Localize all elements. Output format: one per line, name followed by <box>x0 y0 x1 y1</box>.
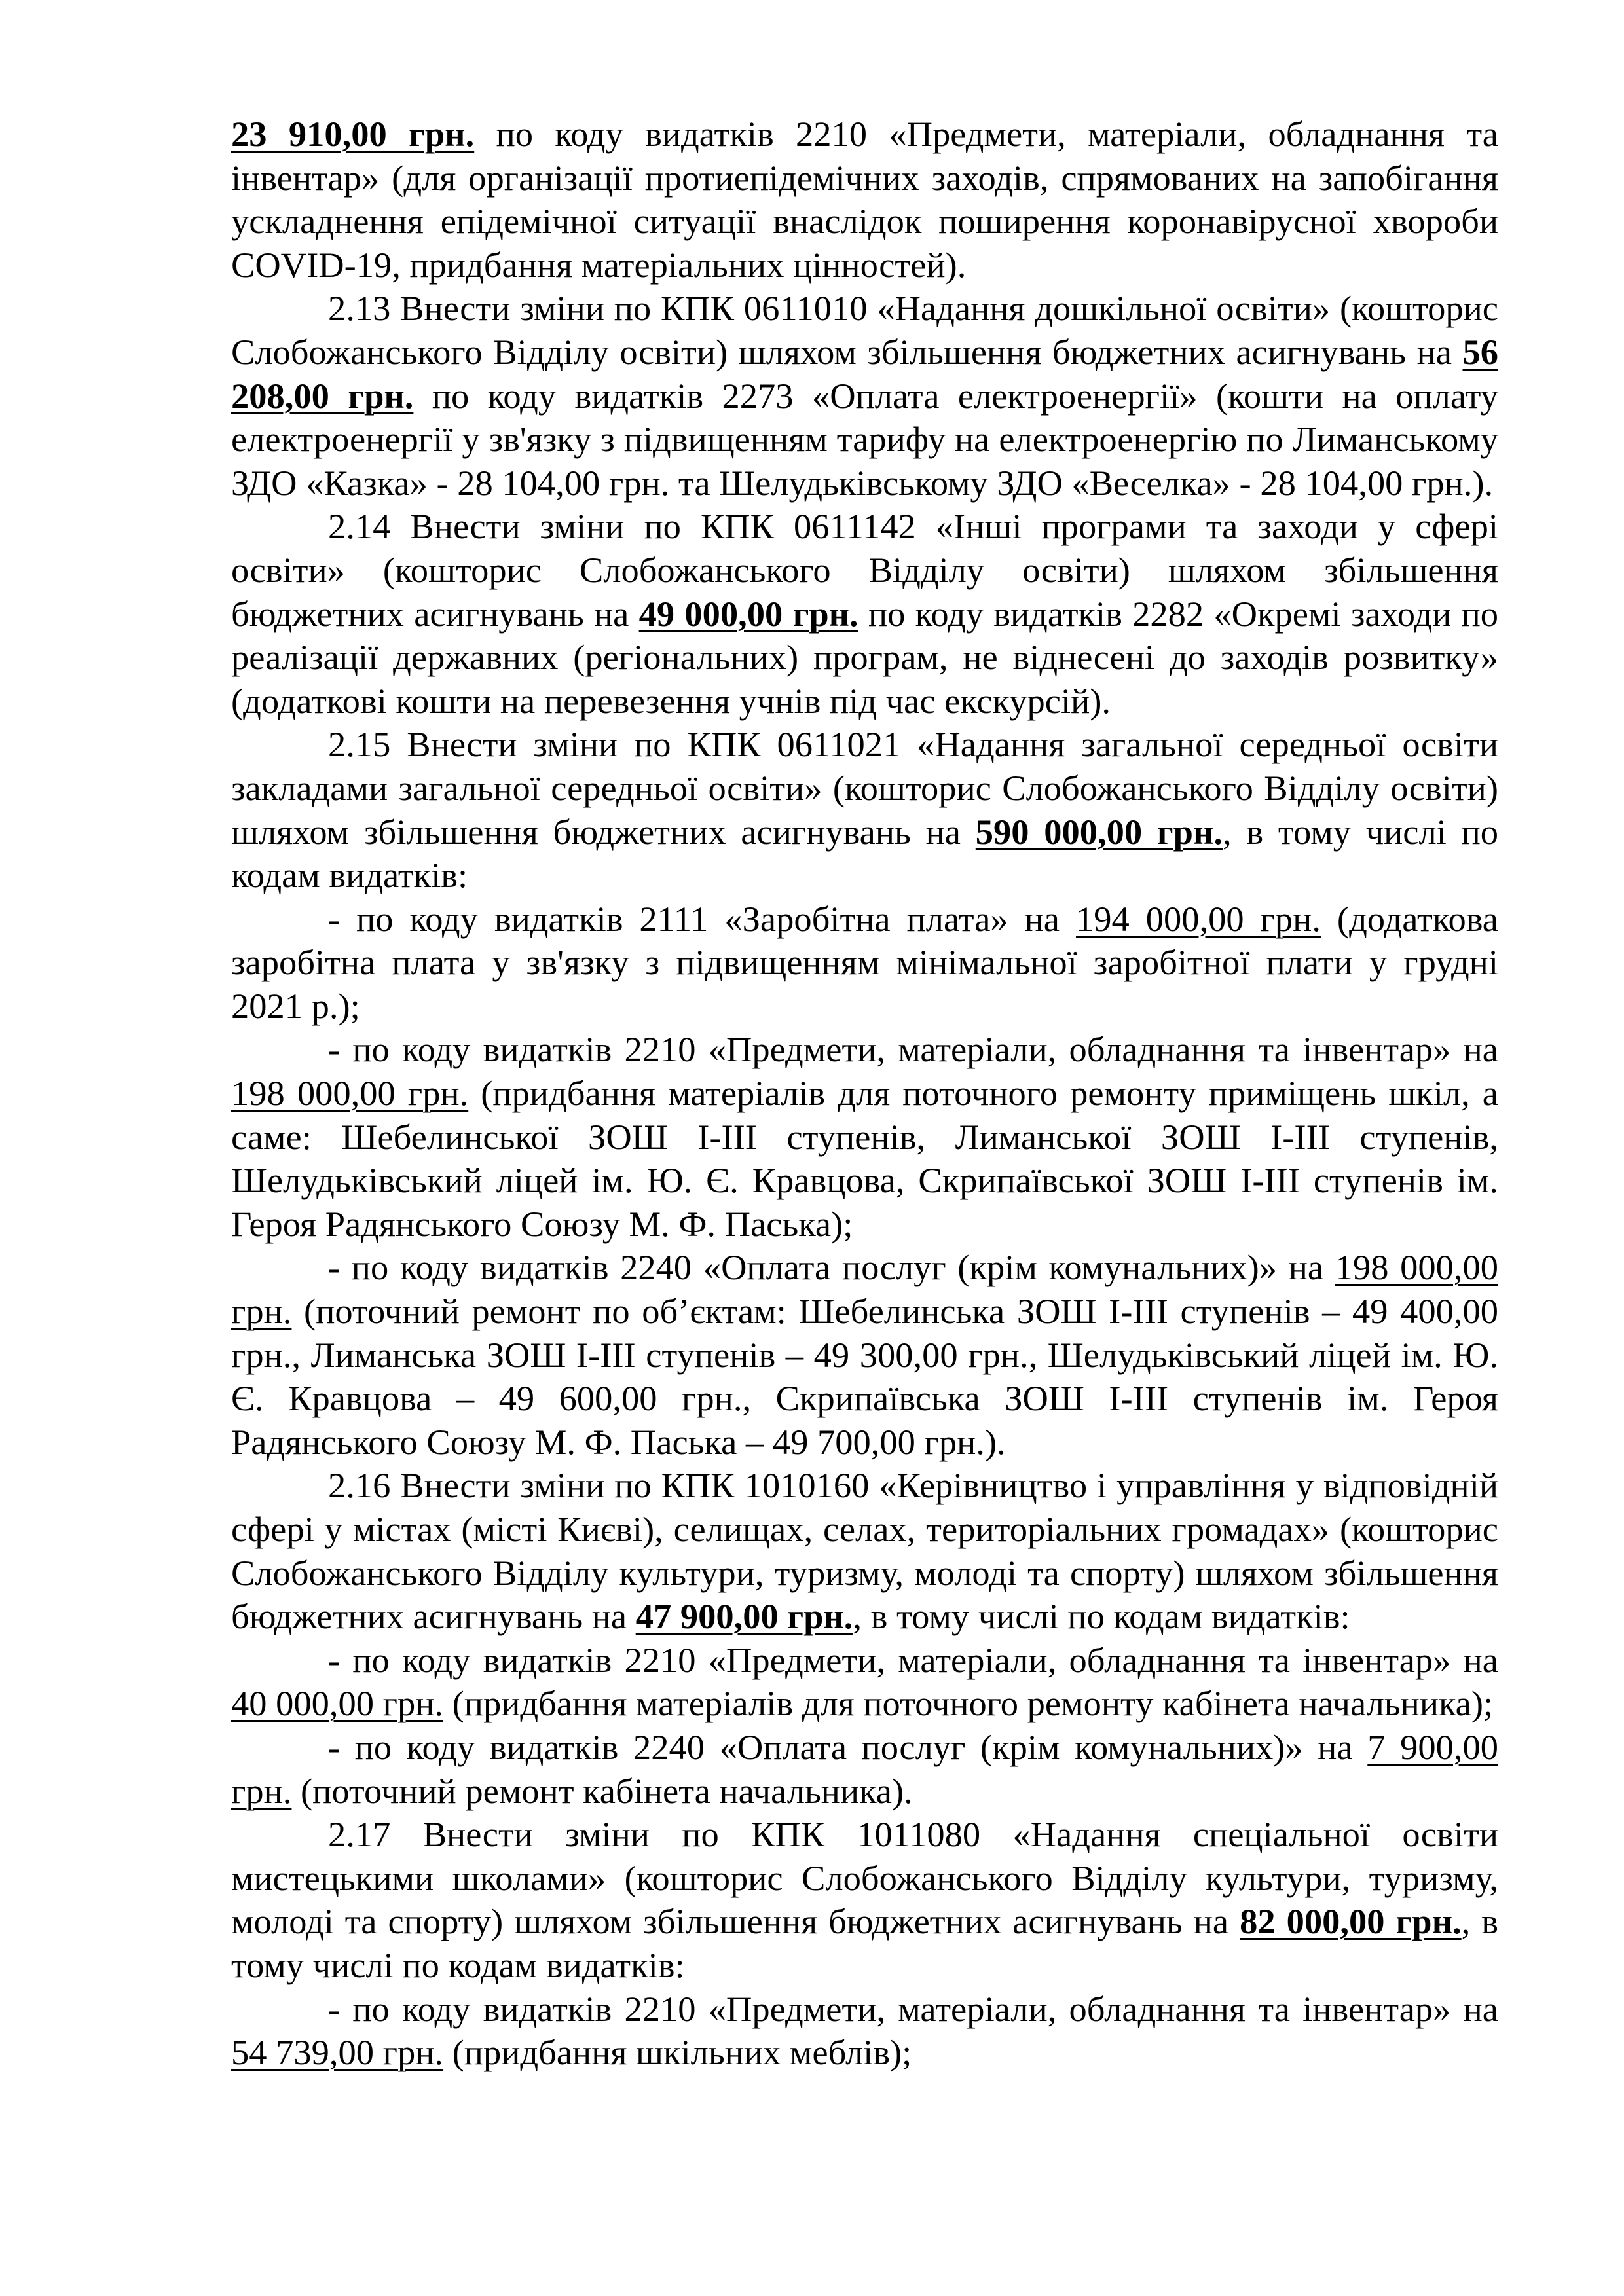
amount-bold-underlined: 47 900,00 грн. <box>635 1596 853 1637</box>
list-item-code-2240-culture <box>231 1726 1498 1813</box>
paragraph-text: , в тому числі по кодам видатків: <box>231 1901 1499 1985</box>
paragraph-text: по коду видатків 2282 «Окремі заходи по реалізації державних (регіональних) програм, не віднесені до заходів розвитку» (додаткові кошти на перевезення учнів під час екскурсій). <box>231 593 1498 721</box>
list-item-code-2210-art-school <box>231 1988 1498 2075</box>
amount-underlined: 54 739,00 грн. <box>231 2032 444 2073</box>
amount-bold-underlined: 590 000,00 грн. <box>975 811 1223 852</box>
amount-underlined: 198 000,00 грн. <box>231 1073 469 1114</box>
paragraph-text: (додаткова заробітна плата у зв'язку з підвищенням мінімальної заробітної плати у грудні 2021 р.); <box>231 898 1498 1026</box>
paragraph-text: по коду видатків 2273 «Оплата електроенергії» (кошти на оплату електроенергії у зв'язку з підвищенням тарифу на електроенергію по Лиманському ЗДО «Казка» - 28 104,00 грн. та Шелудьківському ЗДО «Веселка» - 28 104,00 грн.). <box>231 375 1498 503</box>
list-item-code-2210 <box>231 1028 1498 1246</box>
list-item-code-2240 <box>231 1246 1498 1464</box>
paragraph-2-17 <box>231 1813 1498 1987</box>
paragraph-text: - по коду видатків 2210 «Предмети, матеріали, обладнання та інвентар» на <box>328 1988 1498 2029</box>
paragraph-text: (придбання шкільних меблів); <box>443 2032 912 2073</box>
paragraph-text: (придбання матеріалів для поточного ремонту приміщень шкіл, а саме: Шебелинської ЗОШ І-ІІІ ступенів, Лиманської ЗОШ І-ІІІ ступенів, Шелудьківський ліцей ім. Ю. Є. Кравцова, Скрипаївської ЗОШ І-ІІІ ступенів ім. Героя Радянського Союзу М. Ф. Паська); <box>231 1073 1498 1244</box>
paragraph-text: - по коду видатків 2240 «Оплата послуг (крім комунальних)» на <box>328 1726 1368 1767</box>
paragraph-text: - по коду видатків 2210 «Предмети, матеріали, обладнання та інвентар» на <box>328 1639 1498 1680</box>
paragraph-2-14 <box>231 505 1498 723</box>
paragraph-text: , в тому числі по кодам видатків: <box>231 811 1498 896</box>
paragraph-continuation <box>231 113 1498 287</box>
paragraph-text: - по коду видатків 2240 «Оплата послуг (крім комунальних)» на <box>328 1247 1335 1288</box>
amount-underlined: 7 900,00 грн. <box>231 1726 1499 1811</box>
amount-underlined: 40 000,00 грн. <box>231 1683 444 1724</box>
paragraph-text: 2.15 Внести зміни по КПК 0611021 «Надання загальної середньої освіти закладами загальної середньої освіти» (кошторис Слобожанського Відділу освіти) шляхом збільшення бюджетних асигнувань на <box>231 724 1498 852</box>
paragraph-text: - по коду видатків 2111 «Заробітна плата» на <box>328 898 1076 939</box>
amount-bold-underlined: 56 208,00 грн. <box>231 331 1498 416</box>
paragraph-2-16 <box>231 1464 1498 1638</box>
paragraph-text: , в тому числі по кодам видатків: <box>853 1596 1350 1637</box>
paragraph-text: - по коду видатків 2210 «Предмети, матеріали, обладнання та інвентар» на <box>328 1029 1498 1070</box>
paragraph-2-13 <box>231 287 1498 505</box>
paragraph-text: (поточний ремонт кабінета начальника). <box>291 1770 913 1811</box>
paragraph-text: 2.14 Внести зміни по КПК 0611142 «Інші програми та заходи у сфері освіти» (кошторис Слобожанського Відділу освіти) шляхом збільшення бюджетних асигнувань на <box>231 506 1498 634</box>
amount-bold-underlined: 23 910,00 грн. <box>231 114 475 154</box>
list-item-code-2111 <box>231 898 1498 1029</box>
paragraph-2-15 <box>231 723 1498 897</box>
paragraph-text: 2.17 Внести зміни по КПК 1011080 «Надання спеціальної освіти мистецькими школами» (кошторис Слобожанського Відділу культури, туризму, молоді та спорту) шляхом збільшення бюджетних асигнувань на <box>231 1814 1498 1942</box>
amount-bold-underlined: 49 000,00 грн. <box>638 593 858 634</box>
paragraph-text: (придбання матеріалів для поточного ремонту кабінета начальника); <box>443 1683 1494 1724</box>
paragraph-text: 2.16 Внести зміни по КПК 1010160 «Керівництво і управління у відповідній сфері у містах (місті Києві), селищах, селах, територіальних громадах» (кошторис Слобожанського Відділу культури, туризму, молоді та спорту) шляхом збільшення бюджетних асигнувань на <box>231 1465 1498 1637</box>
document-page <box>231 113 1498 2075</box>
list-item-code-2210-culture <box>231 1639 1498 1726</box>
paragraph-text: по коду видатків 2210 «Предмети, матеріали, обладнання та інвентар» (для організації протиепідемічних заходів, спрямованих на запобігання ускладнення епідемічної ситуації внаслідок поширення коронавірусної хвороби COVID-19, придбання матеріальних цінностей). <box>231 114 1498 285</box>
paragraph-text: (поточний ремонт по об’єктам: Шебелинська ЗОШ І-ІІІ ступенів – 49 400,00 грн., Лиманська ЗОШ І-ІІІ ступенів – 49 300,00 грн., Шелудьківський ліцей ім. Ю. Є. Кравцова – 49 600,00 грн., Скрипаївська ЗОШ І-ІІІ ступенів ім. Героя Радянського Союзу М. Ф. Паська – 49 700,00 грн.). <box>231 1291 1498 1462</box>
amount-underlined: 198 000,00 грн. <box>231 1247 1499 1332</box>
amount-bold-underlined: 82 000,00 грн. <box>1240 1901 1462 1942</box>
paragraph-text: 2.13 Внести зміни по КПК 0611010 «Надання дошкільної освіти» (кошторис Слобожанського Відділу освіти) шляхом збільшення бюджетних асигнувань на <box>231 288 1498 372</box>
amount-underlined: 194 000,00 грн. <box>1075 898 1321 939</box>
